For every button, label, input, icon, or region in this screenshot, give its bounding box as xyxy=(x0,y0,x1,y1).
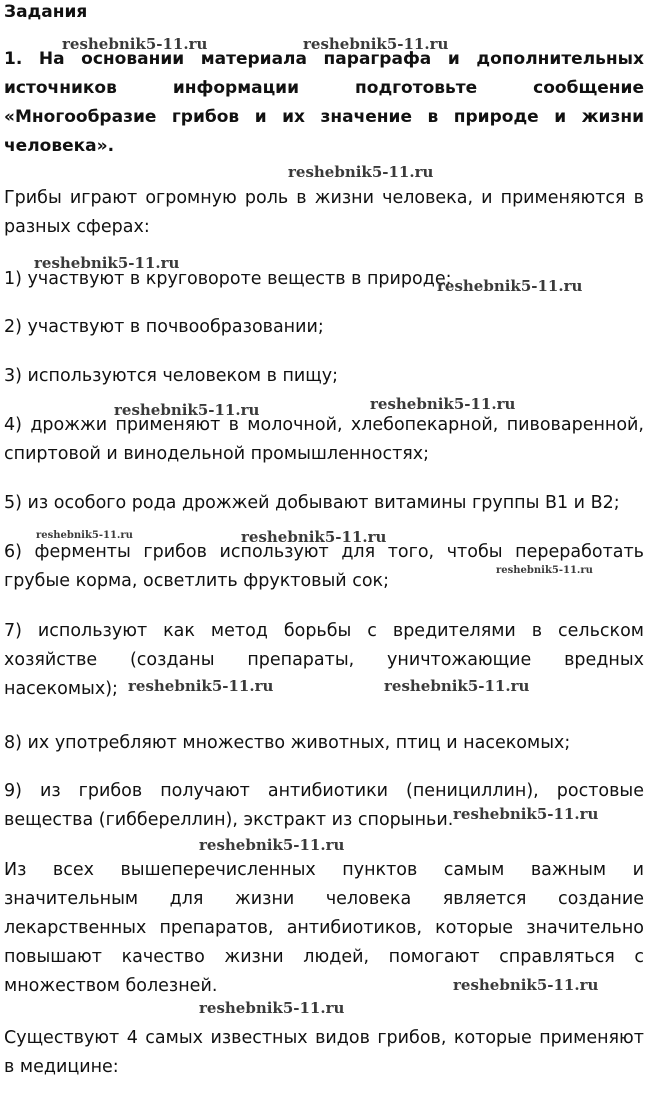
watermark: reshebnik5-11.ru xyxy=(199,836,345,854)
watermark: reshebnik5-11.ru xyxy=(437,277,583,295)
list-item-7: 7) используют как метод борьбы с вредителями в сельском хозяйстве (созданы препараты, уничтожающие вредных насекомых); xyxy=(4,621,644,699)
list-item-1: 1) участвуют в круговороте веществ в природе; xyxy=(4,269,452,289)
watermark: reshebnik5-11.ru xyxy=(114,401,260,419)
watermark: reshebnik5-11.ru xyxy=(303,35,449,53)
section-heading: Задания xyxy=(4,2,88,22)
list-item-6: 6) ферменты грибов используют для того, чтобы переработать грубые корма, осветлить фруктовый сок; xyxy=(4,542,644,591)
intro-paragraph: Грибы играют огромную роль в жизни человека, и применяются в разных сферах: xyxy=(4,188,644,237)
watermark: reshebnik5-11.ru xyxy=(128,677,274,695)
watermark: reshebnik5-11.ru xyxy=(62,35,208,53)
list-item-3: 3) используются человеком в пищу; xyxy=(4,366,339,386)
list-item-4: 4) дрожжи применяют в молочной, хлебопекарной, пивоваренной, спиртовой и винодельной промышленностях; xyxy=(4,415,644,464)
medicine-intro-paragraph: Существуют 4 самых известных видов грибов, которые применяют в медицине: xyxy=(4,1028,644,1077)
watermark: reshebnik5-11.ru xyxy=(288,163,434,181)
watermark: reshebnik5-11.ru xyxy=(34,254,180,272)
list-item-8: 8) их употребляют множество животных, птиц и насекомых; xyxy=(4,733,571,753)
list-item-2: 2) участвуют в почвообразовании; xyxy=(4,317,324,337)
watermark: reshebnik5-11.ru xyxy=(496,565,593,576)
watermark: reshebnik5-11.ru xyxy=(241,528,387,546)
watermark: reshebnik5-11.ru xyxy=(384,677,530,695)
watermark: reshebnik5-11.ru xyxy=(453,976,599,994)
watermark: reshebnik5-11.ru xyxy=(453,805,599,823)
task-1-text: 1. На основании материала параграфа и дополнительных источников информации подготовьте сообщение «Многообразие грибов и их значение в природе и жизни человека». xyxy=(4,49,644,156)
watermark: reshebnik5-11.ru xyxy=(199,999,345,1017)
watermark: reshebnik5-11.ru xyxy=(36,530,133,541)
watermark: reshebnik5-11.ru xyxy=(370,395,516,413)
list-item-9: 9) из грибов получают антибиотики (пенициллин), ростовые вещества (гиббереллин), экстракт из спорыньи. xyxy=(4,781,644,830)
list-item-5: 5) из особого рода дрожжей добывают витамины группы B1 и B2; xyxy=(4,493,620,513)
conclusion-paragraph: Из всех вышеперечисленных пунктов самым важным и значительным для жизни человека является создание лекарственных препаратов, антибиотиков, которые значительно повышают качество жизни людей, помогают справляться с множеством болезней. xyxy=(4,860,644,996)
